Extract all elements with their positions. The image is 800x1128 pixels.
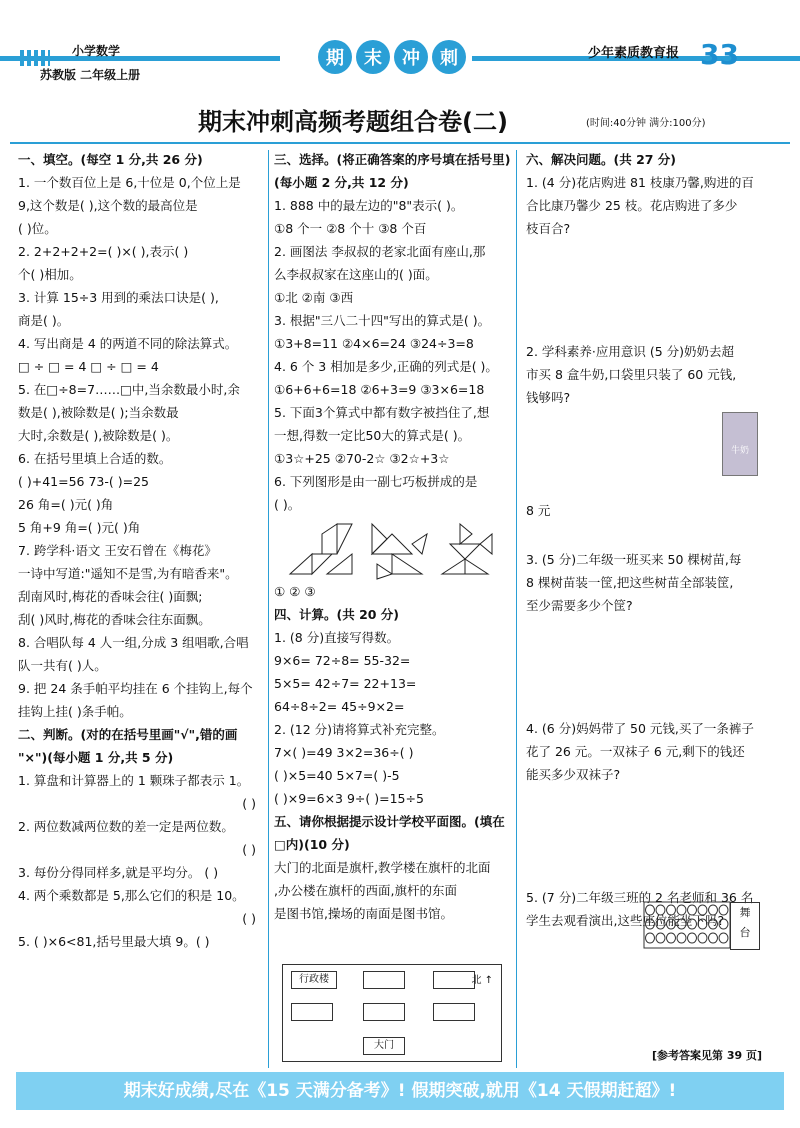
text-line: 商是( )。	[18, 313, 70, 328]
text-line: 1. 888 中的最左边的"8"表示( )。	[274, 198, 464, 213]
spacer	[526, 473, 792, 499]
tangram-figures	[282, 514, 502, 584]
spacer	[526, 304, 792, 340]
text-line: ( )位。	[18, 221, 57, 236]
banner-char: 末	[356, 40, 390, 74]
answer-note: [参考答案见第 39 页]	[652, 1049, 763, 1062]
text-line: 一、填空。(每空 1 分,共 26 分)	[18, 152, 203, 167]
text-line: 2. 两位数减两位数的差一定是两位数。	[18, 819, 234, 834]
text-line: 钱够吗?	[526, 390, 571, 405]
seat	[719, 905, 728, 915]
stage-char: 台	[739, 926, 751, 939]
text-line: 四、计算。(共 20 分)	[274, 607, 400, 622]
seat	[677, 905, 686, 915]
plan-blank-box[interactable]	[433, 1003, 475, 1021]
text-line: ①6+6+6=18 ②6+3=9 ③3×6=18	[274, 382, 485, 397]
text-line: ( )。	[274, 497, 301, 512]
text-line: ①8 个一 ②8 个十 ③8 个百	[274, 221, 427, 236]
seat	[698, 919, 707, 929]
text-line: 刮南风时,梅花的香味会往( )面飘;	[18, 589, 203, 604]
page-subtitle: (时间:40分钟 满分:100分)	[586, 118, 706, 129]
text-line: 2. (12 分)请将算式补充完整。	[274, 722, 445, 737]
text-line: "×")(每小题 1 分,共 5 分)	[18, 750, 174, 765]
text-line: 1. (8 分)直接写得数。	[274, 630, 400, 645]
text-line: □ ÷ □ = 4 □ ÷ □ = 4	[18, 359, 159, 374]
text-line: ①北 ②南 ③西	[274, 290, 354, 305]
text-line: 4. 6 个 3 相加是多少,正确的列式是( )。	[274, 359, 498, 374]
page-title: 期末冲刺高频考题组合卷(二)	[198, 108, 508, 136]
text-line: 1. 一个数百位上是 6,十位是 0,个位上是	[18, 175, 241, 190]
text-line: 一诗中写道:"遥知不是雪,为有暗香来"。	[18, 566, 238, 581]
text-line: 至少需要多少个筐?	[526, 598, 633, 613]
school-plan	[282, 964, 502, 1062]
text-line: 4. (6 分)妈妈带了 50 元钱,买了一条裤子	[526, 721, 754, 736]
seat	[688, 905, 697, 915]
text-line: 能买多少双袜子?	[526, 767, 621, 782]
seat	[677, 919, 686, 929]
subject-label: 小学数学	[72, 44, 121, 58]
milk-carton-icon	[722, 412, 758, 476]
text-line: 5. 下面3个算式中都有数字被挡住了,想	[274, 405, 490, 420]
edition-label: 苏教版 二年级上册	[40, 68, 141, 82]
plan-blank-box[interactable]	[363, 971, 405, 989]
text-line: 8 棵树苗装一筐,把这些树苗全部装筐,	[526, 575, 734, 590]
text-line: 大时,余数是( ),被除数是( )。	[18, 428, 179, 443]
column-left	[18, 148, 264, 953]
text-line: 一想,得数一定比50大的算式是( )。	[274, 428, 471, 443]
text-line: ①3+8=11 ②4×6=24 ③24÷3=8	[274, 336, 474, 351]
text-line: 7. 跨学科·语文 王安石曾在《梅花》	[18, 543, 217, 558]
column-divider	[516, 150, 517, 1068]
text-line: 二、判断。(对的在括号里画"√",错的画	[18, 727, 238, 742]
plan-blank-box[interactable]	[291, 1003, 333, 1021]
text-line: 枝百合?	[526, 221, 571, 236]
tangram-figure-2	[372, 524, 427, 579]
text-line: 5×5= 42÷7= 22+13=	[274, 676, 417, 691]
seat	[656, 933, 665, 943]
plan-blank-box[interactable]	[363, 1003, 405, 1021]
column-right	[526, 148, 792, 932]
seat	[719, 919, 728, 929]
plan-label-gate: 大门	[363, 1037, 405, 1055]
seat	[709, 905, 718, 915]
tangram-figure-3	[442, 524, 492, 574]
text-line: 9. 把 24 条手帕平均挂在 6 个挂钩上,每个	[18, 681, 253, 696]
spacer	[526, 681, 792, 717]
text-line: ( )×5=40 5×7=( )-5	[274, 768, 400, 783]
text-line: (每小题 2 分,共 12 分)	[274, 175, 409, 190]
text-line: 6. 在括号里填上合适的数。	[18, 451, 172, 466]
text-line: 三、选择。(将正确答案的序号填在括号里)	[274, 152, 511, 167]
page-number: 33	[700, 38, 739, 71]
text-line: 9,这个数是( ),这个数的最高位是	[18, 198, 198, 213]
header-stripe-left	[0, 56, 280, 61]
seat	[709, 919, 718, 929]
newspaper-name: 少年素质教育报	[588, 46, 680, 61]
column-divider	[268, 150, 269, 1068]
stage-char: 舞	[739, 906, 751, 919]
text-line: 花了 26 元。一双袜子 6 元,剩下的钱还	[526, 744, 745, 759]
text-line: 5. 在□÷8=7……□中,当余数最小时,余	[18, 382, 240, 397]
text-line: 刮( )风时,梅花的香味会往东面飘。	[18, 612, 211, 627]
text-line: ① ② ③	[274, 584, 316, 599]
text-line: 2. 画图法 李叔叔的老家北面有座山,那	[274, 244, 486, 259]
text-line: 数是( ),被除数是( );当余数最	[18, 405, 179, 420]
tangram-figure-1	[290, 524, 352, 574]
text-line: ( )+41=56 73-( )=25	[18, 474, 149, 489]
text-line: 3. 根据"三八二十四"写出的算式是( )。	[274, 313, 491, 328]
seat	[667, 919, 676, 929]
text-line: 学生去观看演出,这些座位能坐下吗?	[526, 913, 725, 928]
plan-label-admin: 行政楼	[291, 971, 337, 989]
text-line: ( )×9=6×3 9÷( )=15÷5	[274, 791, 424, 806]
text-line: 1. (4 分)花店购进 81 枝康乃馨,购进的百	[526, 175, 754, 190]
banner-char: 期	[318, 40, 352, 74]
seat	[688, 933, 697, 943]
text-line: □内)(10 分)	[274, 837, 350, 852]
spacer	[526, 522, 792, 548]
text-line: 7×( )=49 3×2=36÷( )	[274, 745, 414, 760]
text-line: ①3☆+25 ②70-2☆ ③2☆+3☆	[274, 451, 450, 466]
text-line: 9×6= 72÷8= 55-32=	[274, 653, 411, 668]
spacer	[526, 850, 792, 886]
seat	[656, 919, 665, 929]
milk-label: 牛奶	[730, 446, 749, 456]
seats	[644, 902, 730, 948]
text-line: 3. 计算 15÷3 用到的乘法口诀是( ),	[18, 290, 219, 305]
text-line: 么李叔叔家在这座山的( )面。	[274, 267, 438, 282]
text-line: 8 元	[526, 503, 551, 518]
text-line: 1. 算盘和计算器上的 1 颗珠子都表示 1。	[18, 773, 250, 788]
seat	[646, 933, 655, 943]
text-line: 六、解决问题。(共 27 分)	[526, 152, 677, 167]
text-line: 6. 下列图形是由一副七巧板拼成的是	[274, 474, 478, 489]
text-line: 4. 两个乘数都是 5,那么它们的积是 10。	[18, 888, 245, 903]
text-line: 合比康乃馨少 25 枝。花店购进了多少	[526, 198, 738, 213]
spacer	[526, 786, 792, 850]
text-line: ( )	[242, 911, 256, 926]
text-line: 5. (7 分)二年级三班的 2 名老师和 36 名	[526, 890, 754, 905]
text-line: 26 角=( )元( )角	[18, 497, 114, 512]
text-line: 是图书馆,操场的南面是图书馆。	[274, 906, 453, 921]
seat	[646, 905, 655, 915]
text-line: 大门的北面是旗杆,教学楼在旗杆的北面	[274, 860, 491, 875]
banner-char: 冲	[394, 40, 428, 74]
text-line: 市买 8 盒牛奶,口袋里只装了 60 元钱,	[526, 367, 737, 382]
seat	[719, 933, 728, 943]
text-line: 5. ( )×6<81,括号里最大填 9。( )	[18, 934, 210, 949]
banner	[318, 40, 468, 74]
text-line: 3. 每份分得同样多,就是平均分。 ( )	[18, 865, 219, 880]
seat	[667, 905, 676, 915]
text-line: 64÷8÷2= 45÷9×2=	[274, 699, 405, 714]
footer-banner: 期末好成绩,尽在《15 天满分备考》! 假期突破,就用《14 天假期赶超》!	[16, 1072, 784, 1110]
text-line: 个( )相加。	[18, 267, 82, 282]
text-line: 4. 写出商是 4 的两道不同的除法算式。	[18, 336, 238, 351]
title-rule	[10, 142, 790, 144]
text-line: 2. 2+2+2+2=( )×( ),表示( )	[18, 244, 189, 259]
text-line: 3. (5 分)二年级一班买来 50 棵树苗,每	[526, 552, 742, 567]
text-line: 8. 合唱队每 4 人一组,分成 3 组唱歌,合唱	[18, 635, 249, 650]
spacer	[526, 617, 792, 681]
text-line: 挂钩上挂( )条手帕。	[18, 704, 132, 719]
seat	[677, 933, 686, 943]
text-line: ( )	[242, 796, 256, 811]
seat	[646, 919, 655, 929]
text-line: 5 角+9 角=( )元( )角	[18, 520, 141, 535]
seat	[698, 933, 707, 943]
north-label: 北	[471, 975, 482, 986]
north-arrow: 北 ↑	[471, 975, 493, 986]
seat	[698, 905, 707, 915]
text-line: 2. 学科素养·应用意识 (5 分)奶奶去超	[526, 344, 735, 359]
spacer	[526, 240, 792, 304]
text-line: ,办公楼在旗杆的西面,旗杆的东面	[274, 883, 457, 898]
seat	[656, 905, 665, 915]
text-line: ( )	[242, 842, 256, 857]
text-line: 队一共有( )人。	[18, 658, 107, 673]
stage-box	[730, 902, 760, 950]
text-line: 五、请你根据提示设计学校平面图。(填在	[274, 814, 505, 829]
seat	[709, 933, 718, 943]
seat	[667, 933, 676, 943]
plan-blank-box[interactable]	[433, 971, 475, 989]
banner-char: 刺	[432, 40, 466, 74]
seat	[688, 919, 697, 929]
